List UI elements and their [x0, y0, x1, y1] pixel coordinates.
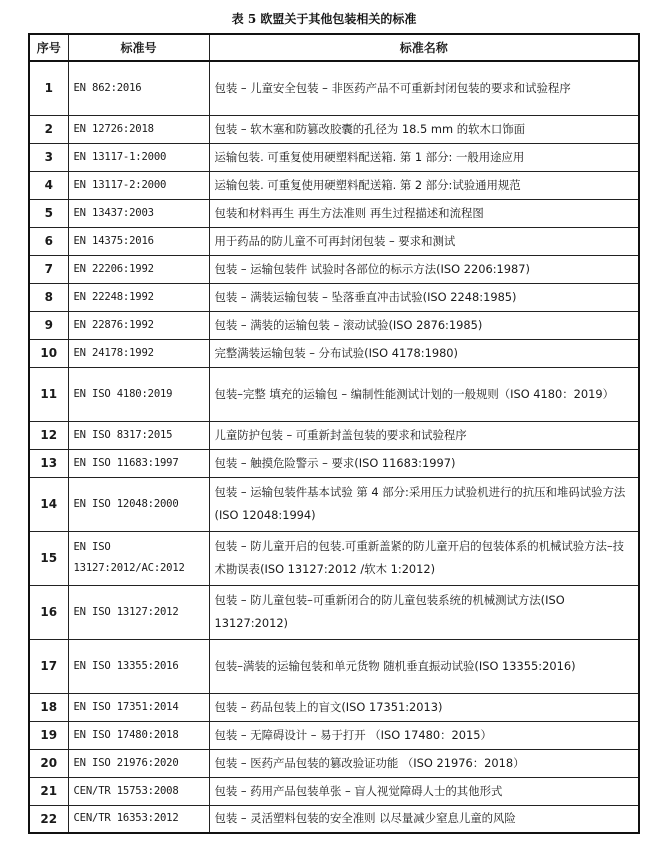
row-no: 22 — [29, 805, 68, 833]
row-standard-name: 包装 – 防儿童包装–可重新闭合的防儿童包装系统的机械测试方法(ISO 13127:2012) — [209, 585, 639, 639]
row-standard-name: 包装 – 防儿童开启的包装.可重新盖紧的防儿童开启的包装体系的机械试验方法–技术勘误表(ISO 13127:2012 /软木 1:2012) — [209, 531, 639, 585]
table-row — [29, 171, 639, 199]
row-no: 4 — [29, 171, 68, 199]
row-standard-number: EN 12726:2018 — [68, 115, 209, 143]
table-row — [29, 531, 639, 585]
row-no: 3 — [29, 143, 68, 171]
row-no: 15 — [29, 531, 68, 585]
row-standard-number: EN ISO 12048:2000 — [68, 477, 209, 531]
row-no: 7 — [29, 255, 68, 283]
row-standard-name: 包装 – 药用产品包装单张 – 盲人视觉障碍人士的其他形式 — [209, 777, 639, 805]
row-standard-number: EN ISO 21976:2020 — [68, 749, 209, 777]
table-header-row — [29, 34, 639, 61]
table-row — [29, 777, 639, 805]
table-row — [29, 805, 639, 833]
row-standard-name: 用于药品的防儿童不可再封闭包装 – 要求和测试 — [209, 227, 639, 255]
header-standard-name: 标准名称 — [209, 34, 639, 61]
row-standard-number: EN ISO 4180:2019 — [68, 367, 209, 421]
table-row — [29, 199, 639, 227]
row-standard-name: 运输包装. 可重复使用硬塑料配送箱. 第 1 部分: 一般用途应用 — [209, 143, 639, 171]
row-standard-number: CEN/TR 16353:2012 — [68, 805, 209, 833]
row-no: 9 — [29, 311, 68, 339]
row-standard-name: 包装 – 软木塞和防篡改胶囊的孔径为 18.5 mm 的软木口饰面 — [209, 115, 639, 143]
row-standard-name: 包装–完整 填充的运输包 – 编制性能测试计划的一般规则（ISO 4180：2019） — [209, 367, 639, 421]
row-no: 6 — [29, 227, 68, 255]
table-row — [29, 639, 639, 693]
row-standard-number: CEN/TR 15753:2008 — [68, 777, 209, 805]
row-standard-name: 包装–满装的运输包装和单元货物 随机垂直振动试验(ISO 13355:2016) — [209, 639, 639, 693]
row-standard-name: 儿童防护包装 – 可重新封盖包装的要求和试验程序 — [209, 421, 639, 449]
row-standard-number: EN 22876:1992 — [68, 311, 209, 339]
row-standard-number: EN ISO 13127:2012/AC:2012 — [68, 531, 209, 585]
row-standard-number: EN 13117-1:2000 — [68, 143, 209, 171]
row-standard-name: 包装和材料再生 再生方法准则 再生过程描述和流程图 — [209, 199, 639, 227]
table-row — [29, 227, 639, 255]
table-row — [29, 255, 639, 283]
row-no: 12 — [29, 421, 68, 449]
row-standard-number: EN ISO 13127:2012 — [68, 585, 209, 639]
header-no: 序号 — [29, 34, 68, 61]
row-standard-number: EN 14375:2016 — [68, 227, 209, 255]
row-standard-name: 包装 – 运输包装件基本试验 第 4 部分:采用压力试验机进行的抗压和堆码试验方法(ISO 12048:1994) — [209, 477, 639, 531]
row-no: 5 — [29, 199, 68, 227]
table-row — [29, 311, 639, 339]
table-row — [29, 693, 639, 721]
table-row — [29, 339, 639, 367]
table-row — [29, 477, 639, 531]
table-row — [29, 143, 639, 171]
row-no: 21 — [29, 777, 68, 805]
row-standard-name: 运输包装. 可重复使用硬塑料配送箱. 第 2 部分:试验通用规范 — [209, 171, 639, 199]
row-standard-name: 包装 – 灵活塑料包装的安全准则 以尽量减少窒息儿童的风险 — [209, 805, 639, 833]
row-standard-name: 完整满装运输包装 – 分布试验(ISO 4178:1980) — [209, 339, 639, 367]
row-no: 20 — [29, 749, 68, 777]
table-row — [29, 421, 639, 449]
row-no: 13 — [29, 449, 68, 477]
row-no: 16 — [29, 585, 68, 639]
table-caption: 表 5 欧盟关于其他包装相关的标准 — [231, 12, 417, 26]
table-row — [29, 749, 639, 777]
table-row — [29, 367, 639, 421]
row-standard-name: 包装 – 医药产品包装的篡改验证功能 （ISO 21976：2018） — [209, 749, 639, 777]
table-row — [29, 115, 639, 143]
row-standard-name: 包装 – 儿童安全包装 – 非医药产品不可重新封闭包装的要求和试验程序 — [209, 61, 639, 115]
table-row — [29, 449, 639, 477]
row-standard-name: 包装 – 无障碍设计 – 易于打开 （ISO 17480：2015） — [209, 721, 639, 749]
row-standard-name: 包装 – 触摸危险警示 – 要求(ISO 11683:1997) — [209, 449, 639, 477]
row-standard-number: EN 862:2016 — [68, 61, 209, 115]
standards-table — [28, 33, 640, 834]
row-standard-number: EN ISO 8317:2015 — [68, 421, 209, 449]
table-row — [29, 61, 639, 115]
table-row — [29, 721, 639, 749]
row-standard-name: 包装 – 满装运输包装 – 坠落垂直冲击试验(ISO 2248:1985) — [209, 283, 639, 311]
row-standard-number: EN ISO 17480:2018 — [68, 721, 209, 749]
row-standard-number: EN 22248:1992 — [68, 283, 209, 311]
row-no: 18 — [29, 693, 68, 721]
row-no: 8 — [29, 283, 68, 311]
row-standard-name: 包装 – 满装的运输包装 – 滚动试验(ISO 2876:1985) — [209, 311, 639, 339]
table-row — [29, 585, 639, 639]
row-no: 1 — [29, 61, 68, 115]
row-no: 10 — [29, 339, 68, 367]
row-no: 11 — [29, 367, 68, 421]
row-standard-name: 包装 – 运输包装件 试验时各部位的标示方法(ISO 2206:1987) — [209, 255, 639, 283]
row-standard-number: EN 22206:1992 — [68, 255, 209, 283]
row-standard-number: EN 24178:1992 — [68, 339, 209, 367]
row-standard-name: 包装 – 药品包装上的盲文(ISO 17351:2013) — [209, 693, 639, 721]
row-standard-number: EN ISO 13355:2016 — [68, 639, 209, 693]
row-no: 14 — [29, 477, 68, 531]
row-standard-number: EN ISO 11683:1997 — [68, 449, 209, 477]
row-no: 17 — [29, 639, 68, 693]
row-standard-number: EN ISO 17351:2014 — [68, 693, 209, 721]
table-row — [29, 283, 639, 311]
row-no: 19 — [29, 721, 68, 749]
row-no: 2 — [29, 115, 68, 143]
row-standard-number: EN 13117-2:2000 — [68, 171, 209, 199]
row-standard-number: EN 13437:2003 — [68, 199, 209, 227]
header-standard-number: 标准号 — [68, 34, 209, 61]
